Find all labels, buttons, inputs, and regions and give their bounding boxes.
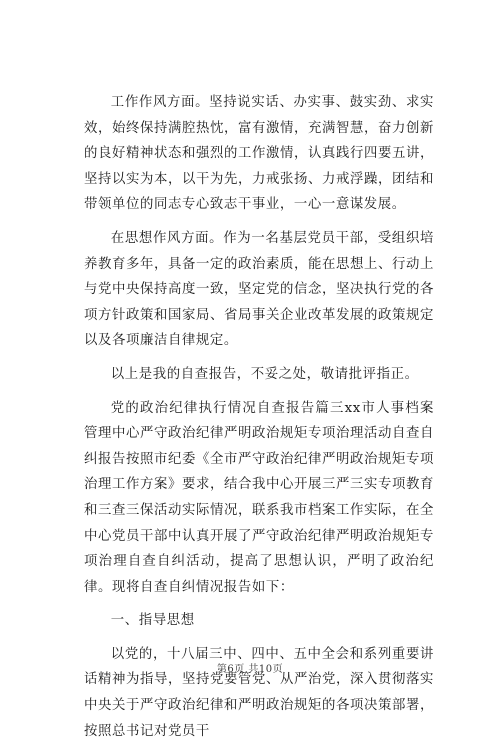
paragraph-closing-remark: 以上是我的自查报告，不妥之处，敬请批评指正。 bbox=[110, 366, 419, 382]
page-footer: 第6页 共10页 bbox=[216, 664, 284, 675]
paragraph-work-style: 工作作风方面。坚持说实话、办实事、鼓实劲、求实效，始终保持满腔热忱，富有激情，充满智慧，奋力创新的良好精神状态和强烈的工作激情，认真践行四要五讲，坚持以实为本，以干为先，力戒张扬、力戒浮躁，团结和带领单位的同志专心致志干事业，一心一意谋发展。 bbox=[84, 95, 434, 213]
paragraph-thought-style: 在思想作风方面。作为一名基层党员干部，受组织培养教育多年，具备一定的政治素质，能在思想上、行动上与党中央保持高度一致，坚定党的信念，坚决执行党的各项方针政策和国家局、省局事关企业改革发展的政策规定以及各项廉洁自律规定。 bbox=[84, 230, 434, 349]
paragraph-guiding-thought: 以党的，十八届三中、四中、五中全会和系列重要讲话精神为指导，坚持党要管党、从严治党，深入贯彻落实中央关于严守政治纪律和严明政治规矩的各项决策部署，按照总书记对党员干 bbox=[84, 646, 434, 739]
document-body bbox=[84, 90, 434, 752]
paragraph-report-intro: 党的政治纪律执行情况自查报告篇三xx市人事档案管理中心严守政治纪律严明政治规矩专项治理活动自查自纠报告按照市纪委《全市严守政治纪律严明政治规矩专项治理工作方案》要求，结合我中心开展三严三实专项教育和三查三保活动实际情况，联系我市档案工作实际，在全中心党员干部中认真开展了严守政治纪律严明政治规矩专项治理自查自纠活动，提高了思想认识，严明了政治纪律。现将自查自纠情况报告如下： bbox=[84, 400, 434, 595]
section-heading: 一、指导思想 bbox=[110, 613, 195, 629]
